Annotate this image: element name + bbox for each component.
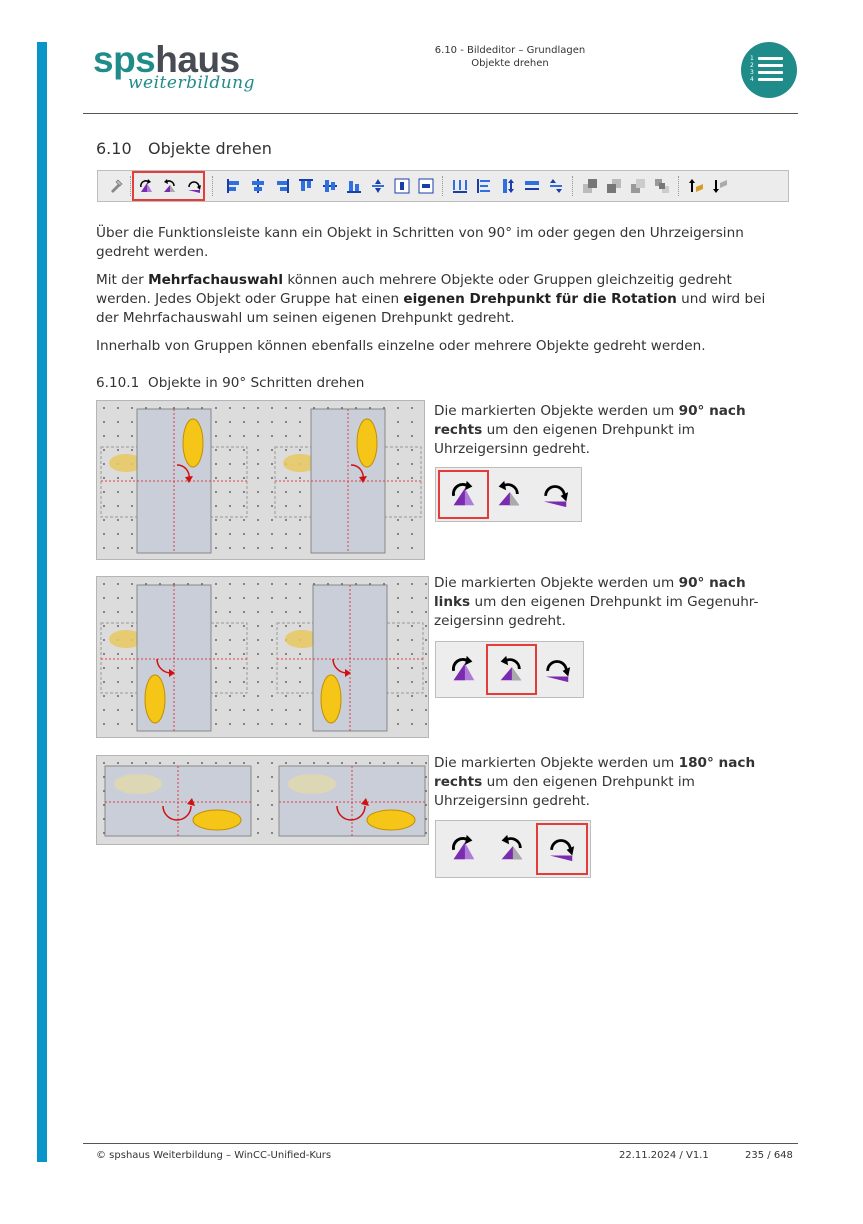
center-horizontal-icon[interactable] <box>394 178 410 194</box>
logo-text-haus: haus <box>155 39 240 80</box>
same-size-icon[interactable] <box>548 178 564 194</box>
align-center-icon[interactable] <box>250 178 266 194</box>
header-divider <box>83 113 798 114</box>
same-height-icon[interactable] <box>500 178 516 194</box>
rotate-180-icon[interactable] <box>540 479 570 509</box>
section-number: 6.10 <box>96 139 132 158</box>
intro-paragraph-1: Über die Funktionsleiste kann ein Objekt in Schritten von 90° im oder gegen den Uhrzeigersinn gedreht werden. <box>96 225 744 260</box>
section-title: Objekte drehen <box>148 139 272 158</box>
example-3-description <box>434 754 779 811</box>
description-text: um den eigenen Drehpunkt im Gegenuhr-zeigersinn gedreht. <box>434 594 759 629</box>
example-1-after <box>275 409 421 553</box>
align-bottom-icon[interactable] <box>346 178 362 194</box>
example-1-rotate-toolbar <box>435 467 582 522</box>
example-2-description <box>434 574 779 631</box>
format-painter-icon[interactable] <box>108 178 124 194</box>
description-text: um den eigenen Drehpunkt im Uhrzeigersinn gedreht. <box>434 774 695 809</box>
intro-bold: eigenen Drehpunkt für die Rotation <box>403 291 677 307</box>
rotate-right-icon[interactable] <box>448 654 478 684</box>
intro-bold: Mehrfachauswahl <box>148 272 284 288</box>
example-2-image <box>96 576 429 738</box>
description-bold: 180° nach rechts <box>434 755 756 790</box>
menu-number: 4 <box>750 76 754 83</box>
description-text: Die markierten Objekte werden um <box>434 575 679 591</box>
highlight-rotate-right <box>438 470 489 519</box>
example-3-image <box>96 755 429 845</box>
same-width-icon[interactable] <box>524 178 540 194</box>
subsection-title: Objekte in 90° Schritten drehen <box>148 375 365 391</box>
intro-paragraph-3: Innerhalb von Gruppen können ebenfalls einzelne oder mehrere Objekte gedreht werden. <box>96 338 706 354</box>
distribute-horizontal-icon[interactable] <box>452 178 468 194</box>
example-1-image <box>96 400 425 560</box>
intro-text: und wird bei der Mehrfachauswahl um seinen eigenen Drehpunkt gedreht. <box>96 291 766 326</box>
bring-to-front-icon[interactable] <box>582 178 598 194</box>
chapter-line-2: Objekte drehen <box>471 58 549 69</box>
subsection-number: 6.10.1 <box>96 375 140 391</box>
example-1-description <box>434 402 779 459</box>
description-text: Die markierten Objekte werden um <box>434 403 679 419</box>
chapter-line-1: 6.10 - Bildeditor – Grundlagen <box>434 45 586 56</box>
intro-text: Mit der <box>96 272 149 288</box>
logo-subtitle: weiterbildung <box>128 73 255 93</box>
footer-copyright: © spshaus Weiterbildung – WinCC-Unified-Kurs <box>96 1150 332 1161</box>
rotate-left-icon[interactable] <box>493 479 523 509</box>
example-2-after <box>277 585 423 731</box>
highlight-rotate-buttons <box>132 171 205 201</box>
footer-date: 22.11.2024 / V1.1 <box>619 1150 709 1161</box>
center-vertical-icon[interactable] <box>418 178 434 194</box>
example-3-rotate-toolbar <box>435 820 591 878</box>
layer-down-icon[interactable] <box>712 178 728 194</box>
sidebar-accent-bar <box>37 42 47 1162</box>
description-text: um den eigenen Drehpunkt im Uhrzeigersinn gedreht. <box>434 422 695 457</box>
align-right-icon[interactable] <box>274 178 290 194</box>
footer-divider <box>83 1143 798 1144</box>
description-text: Die markierten Objekte werden um <box>434 755 679 771</box>
example-2-rotate-toolbar <box>435 641 584 698</box>
menu-number: 1 <box>750 55 754 62</box>
menu-number: 2 <box>750 62 754 69</box>
highlight-rotate-180 <box>536 823 588 875</box>
example-2-before <box>101 585 247 731</box>
menu-number: 3 <box>750 69 754 76</box>
layer-up-icon[interactable] <box>688 178 704 194</box>
example-3-after <box>279 766 425 836</box>
highlight-rotate-left <box>486 644 537 695</box>
align-left-icon[interactable] <box>226 178 242 194</box>
logo-text-sps: sps <box>93 39 156 80</box>
menu-icon[interactable] <box>741 42 797 98</box>
example-1-before <box>101 409 247 553</box>
footer-page-number: 235 / 648 <box>745 1150 793 1161</box>
send-to-back-icon[interactable] <box>606 178 622 194</box>
description-bold: 90° nach rechts <box>434 403 746 438</box>
example-3-before <box>105 766 251 836</box>
rotate-left-icon[interactable] <box>496 833 526 863</box>
description-bold: 90° nach links <box>434 575 746 610</box>
center-both-icon[interactable] <box>370 178 386 194</box>
distribute-vertical-icon[interactable] <box>476 178 492 194</box>
subsection-heading <box>96 375 364 391</box>
rotate-180-icon[interactable] <box>542 654 572 684</box>
align-top-icon[interactable] <box>298 178 314 194</box>
chapter-header <box>380 44 640 70</box>
section-heading <box>96 139 272 158</box>
bring-forward-icon[interactable] <box>630 178 646 194</box>
align-middle-icon[interactable] <box>322 178 338 194</box>
send-backward-icon[interactable] <box>654 178 670 194</box>
intro-text: können auch mehrere Objekte oder Gruppen gleichzeitig gedreht werden. Jedes Objekt oder Gruppe hat einen <box>96 272 732 307</box>
intro-paragraph-2 <box>96 271 786 328</box>
function-toolbar <box>97 170 789 202</box>
rotate-right-icon[interactable] <box>448 833 478 863</box>
